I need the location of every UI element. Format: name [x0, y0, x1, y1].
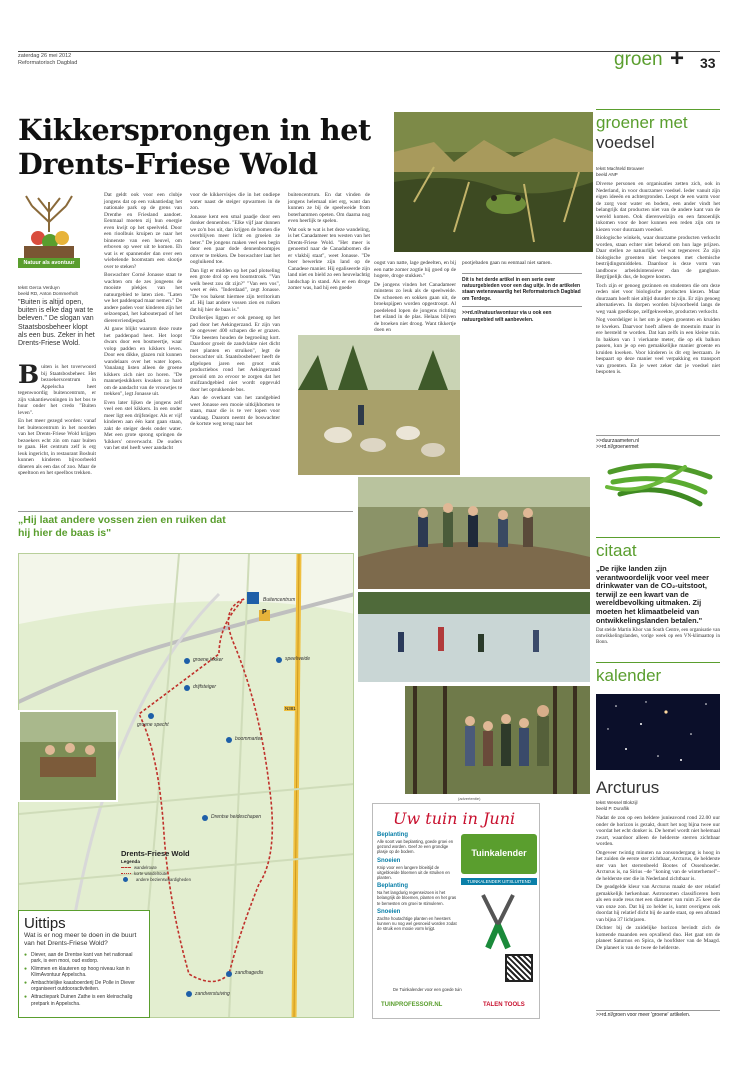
masthead-date: zaterdag 26 mei 2012 — [18, 53, 72, 59]
headline-line-1: Kikkersprongen in het — [18, 113, 371, 147]
col1-p2: En het meer gezegd worden: vanaf het buitencentrum in het noorden van het Drents-Friese Wold krijgen bezoekers echt zin om naar buiten te gaan. Het centrum zelf is erg leuk ingericht, in restaurant Boshuit kunnen kinderen bijvoorbeeld dineren als een das of zoo. Maar de speeltoon en het speelbos trekken. — [18, 418, 96, 476]
col3-p4: Drollerijes liggen er ook genoeg op het pad door het Aekingerzand. Er zijn van de ongeveer 400 schapen die er grazen. "Die beesten houden de begroeiing kort. Daardoor groeit de zandvlakte niet dicht met planten en struiken", legt de boswachter uit. Staatsbosbeheer heeft de afgelopen jaren een groot stuk productiebos rond het Aekingerzand gerooid om zo ervoor te zorgen dat het stuifzandgebied niet wordt opgevuld door het oprukkende bos. — [190, 315, 280, 393]
lake-photo-art — [358, 592, 590, 682]
ad-title: Uw tuin in Juni — [393, 809, 516, 828]
article-column-6 — [462, 260, 582, 323]
arcturus-p1: Nadat de zon op een heldere junieavond rond 22.00 uur onder de horizon is gezakt, duurt het nog bijna twee uur voordat het echt donker is. De hemel wordt niet helemaal zwart, waardoor alleen de helderste sterren zichtbaar worden. — [596, 815, 720, 847]
ad-left-column — [377, 832, 457, 931]
green-beans-icon — [605, 452, 715, 510]
ad-kalender-label: Tuinkalender — [471, 848, 527, 858]
col2-p2: Boswachter Corné Jonasse staat te wachten om de zes jongeens de mooiste plekjes van het natuurgebied te laten zien. "Laten we het paddenpad maar nemen." De andere paden voor kinderen zijn het selzoenpad, het kabouterpad of het dierenvriendjespad. — [104, 272, 182, 324]
col6-p1: pootjebaden gaan nu eenmaal niet samen. — [462, 260, 552, 266]
map-label-groene-kikker: groene kikker — [193, 657, 224, 663]
map-label-drijfsteiger: drijfsteiger — [193, 684, 217, 690]
map-label-zandverstuiving: zandverstuiving — [195, 991, 230, 997]
col6-link[interactable]: >>rd.nl/natuur/avontuur via u ook een natuurgebied wilt aanbevelen. — [462, 310, 552, 323]
citaat-heading: citaat — [596, 541, 637, 560]
ad-brand-1: TUINPROFESSOR.NL — [381, 1002, 443, 1008]
green-beans-photo — [605, 452, 715, 510]
ad-section-head: Beplanting — [377, 883, 408, 890]
ad-gratis-label: TUINKALENDER UITSLUITEND — [461, 878, 537, 885]
col5-p2: De jongens vinden het Canadameer minstens zo leuk als de speelweide. De schoenen en sokken gaan uit, de broekspijpen worden opgestroopt. Al poedelend lopen de jongens richting het eiland in de plas. Helaas blijven de broeken niet droog. Want tikkertje doen en — [374, 281, 456, 333]
groener-p1: Diverse personen en organisaties zetten zich, ook in Nederland, in voor duurzamer voedsel. Ieder vanuit zijn eigen ideeën en achtergronden. Leopt de een warm voor de zorg voor water en bodem, een ander vindt het belangrijk dat producten niet van de andere kant van de wereld komen. Ook dierenwelzijn en een fatsoenlijk inkomen voor de boer kunnen een reden zijn om te kiezen voor duurzaam voedsel. — [596, 181, 720, 233]
ad-section-text: Zachte houtachtige planten en heesters kunnen nu nog wel gesnoeid worden zodat de struik een mooie vorm krijgt. — [377, 915, 457, 932]
map-label-heideschapen: Drentse heideschapen — [211, 814, 262, 820]
groener-p2: Biologische winkels, waar duurzame producten verkocht worden, staan echter niet bekend om hun lage prijzen. Daar stellen ze natuurlijk wel wat tegenover. Zo zijn biologische groenten niet bespoten met chemische bestrijdingsmiddelen. Daardoor is deze vorm van landbouw arbeidsintensiever dan de gangbare. Begrijpelijk dus, de hogere kosten. — [596, 235, 720, 280]
road-label: N381 — [285, 706, 296, 711]
groener-p4: Nog voordeliger is het om je eigen groenten en kruiden te kweken. Daarvoor hoeft alleen de moestuin maar in ere hersteld te worden. Dat kan zelfs in een kleine tuin. In bakken van 1 vierkante meter, die op elk balkon passen, kun je op een gemakkelijke manier groente en kruiden kweken. Voor kinderen is dit erg leerzaam. Je bespaart op deze manier veel verpakking en transport van groenten. En je weet zeker dat je voedsel niet bespoten is. — [596, 317, 720, 375]
poi-icon — [123, 877, 128, 882]
calendar-graphic — [461, 834, 537, 874]
pull-quote-rule — [18, 511, 353, 512]
article-column-4 — [288, 192, 370, 294]
groener-link-2[interactable]: >>rd.nl/groenermet — [596, 444, 639, 450]
sidebar-rule — [596, 109, 720, 110]
citaat-source: Dat stelde Martin Khor van South Centre, een organisatie van ontwikkelingslanden, vorige week op een VN-klimaattop in Bonn. — [596, 628, 720, 645]
picnic-photo — [18, 710, 118, 802]
ad-footer: De Tuinkalender voor een goede tuin — [393, 987, 462, 992]
sidebar-heading-groener — [596, 113, 720, 153]
list-item: ● Attractiepark Duinen Zathe is een kleinschalig pretpark in Appelscha. — [24, 994, 144, 1007]
col6-series-note: Dit is het derde artikel in een serie over natuurgebieden voor een dag uitje. In de artikelen staan wetenswaardig het Reformatorisch Dagblad om Terdege. — [462, 276, 581, 302]
groener-photo-credit: beeld ANP — [596, 172, 618, 177]
kalender-heading: kalender — [596, 666, 662, 685]
masthead-paper: Reformatorisch Dagblad — [18, 60, 78, 66]
route-line-icon — [121, 867, 131, 868]
arcturus-p2: Ongeveer twintig minuten na zonsondergang is hoog in het zuiden de eerste ster zichtbaar, Arcturus, de helderste ster van het sterrenbeeld Bootes of Ossenhoeder. Arcturus is, na Sirius –de "koning van de winterhemel"– de helderste ster die in Nederland zichtbaar is. — [596, 849, 720, 882]
tips-title: Uittips — [24, 915, 66, 932]
tips-box — [18, 910, 150, 1018]
col2-p1: Dat geldt ook voor een clubje jongens dat op een vakantiedag het nationale park op de grens van Drenthe en Friesland aandoet. Eenmaal moeten zij hun energie even kwijt op het speelveld. Door een rioolbuis kruipen ze naar het binnenste van een heuvel, om erboven op weer uit te komen. Eh wat is er spannender dan over een wiebelende boomstam een slootje over te steken? — [104, 192, 182, 270]
col3-p5: Aan de overkant van het zandgebied weet Jonasse een mooie uitkijkbomen te staan, maar die is te ver lopen voor vandaag. Daarom neemt de boswachter de kortste weg terug naar het — [190, 395, 280, 427]
byline-text: tekst Gerca Verduyn — [18, 285, 60, 290]
pull-quote: „Hij laat andere vossen zien en ruiken dat hij hier de baas is" — [18, 514, 226, 539]
bottom-link[interactable]: >>rd.nl/groen voor meer 'groene' artikelen. — [596, 1012, 691, 1018]
frog-photo-art — [394, 112, 593, 252]
legend-item — [121, 877, 221, 882]
sheep-photo-art — [298, 335, 460, 475]
pruning-shears-icon — [463, 890, 533, 950]
col6-rule — [462, 273, 582, 274]
group-photo — [405, 686, 590, 794]
picnic-photo-art — [20, 712, 116, 800]
article-column-3 — [190, 192, 280, 430]
group-photo-art — [405, 686, 590, 794]
ad-section-text: Alle soort van beplanting, goede groei en gezond worden. Geef ze een grondige plasje op de bodem. — [377, 839, 454, 855]
list-item: ● Diever, aan de Drentse kant van het nationaal park, is een mooi, oud esdorp. — [24, 952, 144, 965]
article-column-5 — [374, 260, 456, 336]
col5-p1: oogst van natte, lage gedeelten, en bij een natte zomer zogtie hij goed op de hogere, droge stukken." — [374, 260, 456, 279]
section-title: groen — [614, 49, 663, 70]
arcturus-heading: Arcturus — [596, 778, 660, 797]
boys-climbing-art — [358, 477, 590, 589]
parking-icon: P — [262, 609, 267, 616]
lake-photo — [358, 592, 590, 682]
qr-code-icon — [505, 954, 533, 982]
advert-label: (advertentie) — [458, 796, 481, 801]
map-label-buitencentrum: Buitencentrum — [263, 597, 296, 603]
legend-item — [121, 865, 221, 870]
arcturus-p4: Dichter bij de zuidelijke horizon bevindt zich de komende maanden een opvallend duo. Het gaat om de planeet Saturnus en Spica, de hoofdster van de Maagd. De planeet is van de twee de helderste. — [596, 925, 720, 951]
tips-list — [24, 952, 144, 1007]
frog-photo — [394, 112, 593, 252]
page-number: 33 — [700, 55, 716, 71]
legend-label: andere bezienswaardigheden — [136, 877, 191, 882]
article-intro: "Buiten is altijd open, buiten is elke dag wat te beleven." De slogan van Staatsbosbeheer klopt als een bus. Zeker in het Drents-Friese Wold. — [18, 299, 95, 348]
list-item: ● Klimmen en klauteren op hoog niveau kan in KlimAvontuur Appelscha. — [24, 966, 144, 979]
ad-section-head: Snoeien — [377, 908, 401, 915]
page-title — [18, 113, 398, 181]
col3-p3: Dan ligt er midden op het pad plotseling een grote drol op een boomstronk. "Van welk beest zou dit zijn?" "Van een vos", weet er één. "Inderdaad", zegt Jonasse. "De vos bakent hiermee zijn territorium af. Hij laat andere vossen zien en ruiken dat hij hier de baas is." — [190, 267, 280, 313]
citaat-text: „De rijke landen zijn verantwoordelijk voor veel meer drinkwater van de CO₂-uitstoot, terwijl ze een kwart van de wereldbevolking uitmaken. Zij moeten het klimaatbeleid van ontwikkelingslanden betalen." — [596, 564, 709, 625]
sheep-photo — [298, 335, 460, 475]
advertisement[interactable] — [372, 803, 540, 1019]
groener-p3: Toch zijn er genoeg gezinnen en studenten die om deze reden niet voor biologische producten kiezen. Maar duurzaam hoeft niet altijd duurder te zijn. Er zijn genoeg alternatieven. In dorpen worden bijvoorbeeld langs de weg vaak goedkope, zelfgekweekte, producten verkocht. — [596, 282, 720, 315]
col4-p2: Wat ook te wat is het deze wandeling, is het Canadameer ten westen van het Drents-Friese Wold. "Het meer is genoemd naar de Canadabomen die er vlakbij staat", weet Jonasse. "De boer bewerkte zijn land op de Canadese manier. Hij egaliseerde zijn land niet en bield zo een heuvelachtig landschap in stand. Als er een droge zomer was, had hij een goede — [288, 226, 370, 291]
list-item: ● Ambachtelijke kaasboerderij De Polle in Diever organiseert outdooractiviteiten. — [24, 980, 144, 993]
map-label-groene-specht: groene specht — [137, 722, 169, 728]
article-column-2 — [104, 192, 182, 454]
short-route-icon — [121, 873, 131, 874]
arcturus-p3: De geadgelde kleur van Arcturus maakt de ster relatief gemakkelijk herkenbaar. Astronomen classificeren hem als een oude reus met een diameter van ruim 25 keer die van onze zon. Dat hij zo helder is, komt overigens ook doordat hij relatief dicht bij de aarde staat, op een afstand van bijna 37 lichtjaren. — [596, 884, 720, 923]
arcturus-photo-credit: beeld P. Duraflik — [596, 806, 630, 811]
boys-climbing-photo — [358, 477, 590, 589]
ad-section-text: Na het langdurig regenseizoen is het belangrijk de bloemen, planten en het gras te bemesten om groei te stimuleren. — [377, 890, 457, 906]
col3-p1: voor de kikkervisjes die in het ondiepe water naast de steiger opwarmen in de zon. — [190, 192, 280, 211]
ad-section-text: Knip voor een langere bloeitijd de uitgebloeide bloemen uit de struiken en planten. — [377, 864, 450, 881]
citaat-rule — [596, 537, 720, 538]
groener-link-1[interactable]: >>duurzaameten.nl — [596, 438, 640, 444]
logo-label: Natuur als avontuur — [18, 258, 80, 268]
ad-brand-2: TALEN TOOLS — [483, 1002, 525, 1008]
arcturus-byline: tekst Wessel Blokzijl — [596, 800, 638, 805]
article-column-1 — [18, 360, 96, 479]
groener-body — [596, 181, 720, 378]
kalender-rule — [596, 662, 720, 663]
col2-p3: Al gauw blijkt waarom deze route het paddenpad heet. Het loopt dwars door een bosmeertje, waar volop padden en kikkers leven. Door een dikke, glazen ruit kunnen wandelaars over het water lopen. Vanalang listen alleen de groene kikkers zich niet zo horen. "De mannetjeskikkers kwaken zo hard om de aandacht van de vrouwtjes te trekken", legt Jonasse uit. — [104, 326, 182, 397]
col1-p1: uiten is het toverwoord bij Staatsbosbeheer. Het bezoekerscentrum in Appelscha heet tegenwoordig buitencentrum, er zijn vakantiewoningen in het bos te huur onder het credo "Buiten leven". — [18, 364, 96, 416]
sidebar-heading-line-1: groener met — [596, 113, 688, 132]
map-label-speelweide: speelweide — [285, 656, 311, 662]
stars-icon — [596, 694, 720, 770]
plus-icon: + — [670, 45, 685, 72]
col4-p1: buitencentrum. En dat vinden de jongens helemaal niet erg, want dan kunnen ze bij de speelweide from boterhammen opeten. Om daarna nog even heerlijk te spelen. — [288, 192, 370, 224]
map-label-boommarter: boommarter — [235, 736, 262, 742]
night-sky-photo — [596, 694, 720, 770]
col2-p4: Even later lijken de jongens zelf veel een stel kikkers. In een onder meer ligt een drijfsteiger. Als er vijf kinderen aan één kant gaan staan, zakt de steiger deels onder water. Met een grote sprong springen de 'kikkers' onverwacht. De ouders van het stel heeft weer aandacht — [104, 399, 182, 451]
map-label-zandhagedis: zandhagedis — [235, 970, 264, 976]
arcturus-body — [596, 815, 720, 953]
tips-intro: Wat is er nog meer te doen in de buurt van het Drents-Friese Wold? — [24, 932, 137, 947]
legend-label: wandelroute — [134, 865, 157, 870]
drop-cap: B — [18, 360, 40, 389]
legend-title: Legenda — [121, 859, 140, 864]
headline-line-2: Drents-Friese Wold — [18, 147, 318, 181]
byline-photo: beeld RD, Anton Dommerholt — [18, 291, 78, 296]
legend-item — [121, 871, 221, 876]
antlers-logo-icon — [18, 192, 80, 260]
ad-section-head: Beplanting — [377, 832, 408, 838]
sidebar-heading-line-2: voedsel — [596, 133, 655, 152]
groener-links — [596, 435, 720, 450]
groener-link-rule — [596, 435, 720, 436]
bottom-rule — [596, 1010, 720, 1011]
map-title: Drents-Friese Wold — [121, 849, 190, 858]
groener-byline: tekst Machteld Brouwer — [596, 166, 644, 171]
ad-section-head: Snoeien — [377, 857, 401, 864]
legend-label: korte wandelroute — [134, 871, 168, 876]
col3-p2: Jonasse kent een smal paadje door een donker dennenbos. "Elke vijf jaar dunnen we zo'n bos uit, dan krijgen de bomen die overblijven meer licht en groeien ze beter." De jongens maken veel een begin door een paar dode dennenboompjes omver te trekken. De boswachter laat het oogluikend toe. — [190, 213, 280, 265]
series-logo — [18, 192, 80, 272]
col6-rule-2 — [462, 306, 582, 307]
map-legend — [121, 849, 221, 882]
